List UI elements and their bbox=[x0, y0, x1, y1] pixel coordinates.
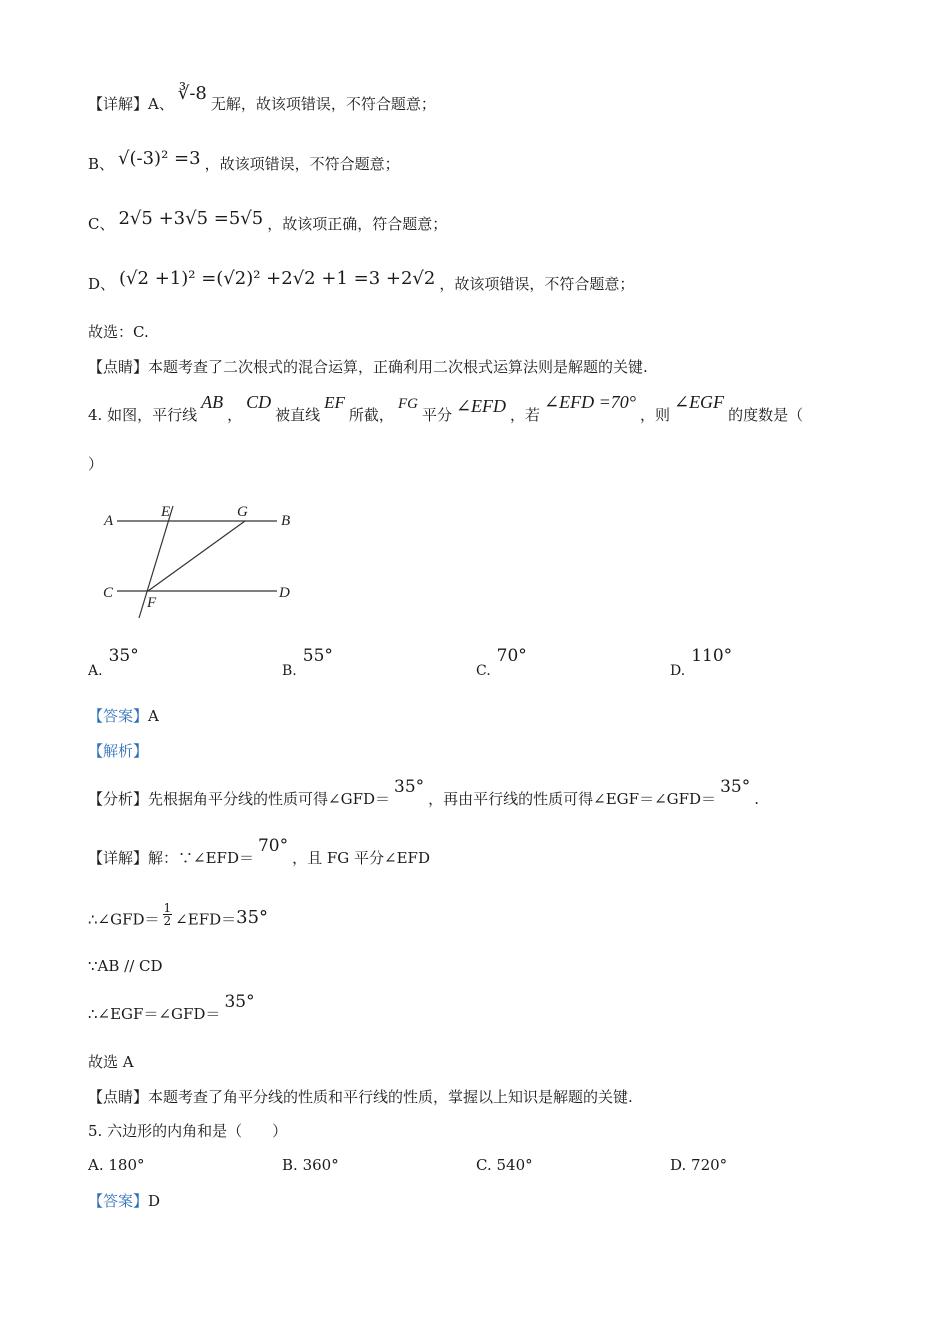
option-value: 110° bbox=[691, 646, 733, 666]
option-letter: B. bbox=[282, 1156, 298, 1174]
label-g: G bbox=[237, 504, 248, 520]
q3-detail-line-a bbox=[88, 83, 436, 114]
line-fg: FG bbox=[397, 396, 418, 412]
option-letter: A. bbox=[88, 1156, 104, 1174]
line-ef: EF bbox=[324, 393, 345, 412]
punctuation: ， bbox=[227, 406, 243, 424]
q3-conclusion: 故选：C. bbox=[88, 323, 149, 341]
analysis-tag: 【解析】 bbox=[88, 742, 149, 760]
detail-tag: 【详解】 bbox=[88, 95, 149, 113]
q4-comment bbox=[88, 1087, 633, 1107]
stem-text: 的度数是（ bbox=[728, 406, 804, 424]
step-text: ∠EFD＝ bbox=[175, 910, 237, 929]
q4-step-1 bbox=[88, 901, 269, 933]
fenxi-value: 35° bbox=[394, 777, 425, 797]
option-letter: A. bbox=[88, 663, 103, 679]
answer-tag: 【答案】 bbox=[88, 707, 149, 725]
option-letter: C. bbox=[476, 663, 491, 679]
q4-detail bbox=[88, 836, 430, 868]
option-letter: B. bbox=[282, 663, 297, 679]
step-text: ∴∠EGF＝∠GFD＝ bbox=[88, 1005, 221, 1023]
parallel-lines-figure bbox=[95, 498, 305, 623]
q4-fenxi bbox=[88, 777, 759, 809]
explanation-text: ，故该项错误，不符合题意； bbox=[204, 155, 400, 173]
label-c: C bbox=[103, 585, 114, 601]
q4-stem bbox=[88, 392, 804, 426]
label-e: E bbox=[161, 504, 171, 520]
stem-text: ，则 bbox=[639, 406, 670, 424]
fenxi-end: . bbox=[754, 790, 759, 808]
step-value: 35° bbox=[236, 906, 269, 928]
q3-detail-line-c bbox=[88, 208, 448, 234]
fenxi-text: 先根据角平分线的性质可得∠GFD＝ bbox=[148, 790, 391, 808]
option-value: 70° bbox=[496, 646, 527, 666]
stem-text: 被直线 bbox=[275, 406, 321, 424]
option-value: 35° bbox=[108, 646, 139, 666]
fenxi-tag: 【分析】 bbox=[88, 790, 149, 808]
fenxi-text: ，再由平行线的性质可得∠EGF＝∠GFD＝ bbox=[428, 790, 717, 808]
line-cd: CD bbox=[246, 392, 272, 412]
option-prefix: A、 bbox=[148, 95, 174, 113]
fenxi-value: 35° bbox=[720, 777, 751, 797]
q5-stem: 5. 六边形的内角和是（ ） bbox=[88, 1122, 288, 1140]
option-value: 180° bbox=[108, 1156, 145, 1174]
q5-option-d[interactable] bbox=[670, 1156, 727, 1174]
angle-efd: ∠EFD bbox=[455, 396, 507, 416]
q4-option-a[interactable] bbox=[88, 646, 139, 680]
sqrt-expression: √(-3)² =3 bbox=[118, 148, 201, 169]
question-number: 4. 如图，平行线 bbox=[88, 406, 198, 424]
label-f: F bbox=[147, 595, 157, 611]
q5-option-b[interactable] bbox=[282, 1156, 339, 1174]
option-letter: C. bbox=[476, 1156, 492, 1174]
q4-analysis-tag bbox=[88, 741, 148, 761]
answer-value: D bbox=[148, 1192, 161, 1210]
q4-stem-close: ） bbox=[88, 455, 104, 473]
label-d: D bbox=[279, 585, 290, 601]
fraction-denominator: 2 bbox=[163, 914, 172, 928]
option-value: 360° bbox=[302, 1156, 339, 1174]
detail-text: 解：∵∠EFD＝ bbox=[148, 849, 254, 867]
fraction-half bbox=[163, 902, 173, 927]
line-fg-drawn bbox=[148, 521, 245, 591]
explanation-text: ，故该项错误，不符合题意； bbox=[439, 275, 635, 293]
sqrt-expression: 2√5 +3√5 =5√5 bbox=[118, 208, 264, 229]
q3-detail-line-b bbox=[88, 148, 400, 174]
q5-answer bbox=[88, 1191, 160, 1211]
stem-text: 所截， bbox=[348, 406, 394, 424]
step-value: 35° bbox=[224, 992, 255, 1012]
stem-text: 平分 bbox=[421, 406, 452, 424]
option-prefix: C、 bbox=[88, 215, 115, 233]
detail-value: 70° bbox=[257, 836, 289, 856]
explanation-text: ，故该项正确，符合题意； bbox=[267, 215, 448, 233]
fraction-numerator: 1 bbox=[163, 901, 172, 915]
stem-text: ，若 bbox=[510, 406, 541, 424]
answer-value: A bbox=[148, 707, 159, 725]
detail-tag: 【详解】 bbox=[88, 849, 149, 867]
q5-option-a[interactable] bbox=[88, 1156, 145, 1174]
q4-answer bbox=[88, 706, 159, 726]
angle-egf: ∠EGF bbox=[673, 392, 725, 412]
sqrt-expression: (√2 +1)² =(√2)² +2√2 +1 =3 +2√2 bbox=[119, 268, 436, 289]
label-a: A bbox=[104, 513, 114, 529]
comment-text: 本题考查了二次根式的混合运算，正确利用二次根式运算法则是解题的关键. bbox=[148, 358, 648, 376]
answer-tag: 【答案】 bbox=[88, 1192, 149, 1210]
option-prefix: B、 bbox=[88, 155, 115, 173]
label-b: B bbox=[281, 513, 291, 529]
q4-step-2: ∵AB // CD bbox=[88, 957, 163, 975]
q4-option-d[interactable] bbox=[670, 646, 733, 680]
q4-step-3 bbox=[88, 992, 259, 1024]
line-ab: AB bbox=[201, 392, 224, 412]
step-text: ∴∠GFD＝ bbox=[88, 910, 160, 929]
q4-conclusion: 故选 A bbox=[88, 1053, 134, 1071]
cube-root-expression: ∛-8 bbox=[177, 83, 207, 104]
option-letter: D. bbox=[670, 1156, 687, 1174]
option-prefix: D、 bbox=[88, 275, 116, 293]
given-angle: ∠EFD =70° bbox=[544, 392, 636, 412]
option-letter: D. bbox=[670, 663, 686, 679]
option-value: 540° bbox=[496, 1156, 533, 1174]
option-value: 720° bbox=[691, 1156, 728, 1174]
comment-tag: 【点睛】 bbox=[88, 358, 149, 376]
q4-option-b[interactable] bbox=[282, 646, 333, 680]
q3-detail-line-d bbox=[88, 268, 635, 294]
option-value: 55° bbox=[302, 646, 333, 666]
q5-option-c[interactable] bbox=[476, 1156, 533, 1174]
comment-tag: 【点睛】 bbox=[88, 1088, 149, 1106]
comment-text: 本题考查了角平分线的性质和平行线的性质，掌握以上知识是解题的关键. bbox=[148, 1088, 633, 1106]
detail-text: ，且 FG 平分∠EFD bbox=[292, 849, 430, 867]
explanation-text: 无解，故该项错误，不符合题意； bbox=[210, 95, 436, 113]
q4-option-c[interactable] bbox=[476, 646, 527, 680]
q3-comment bbox=[88, 357, 648, 377]
